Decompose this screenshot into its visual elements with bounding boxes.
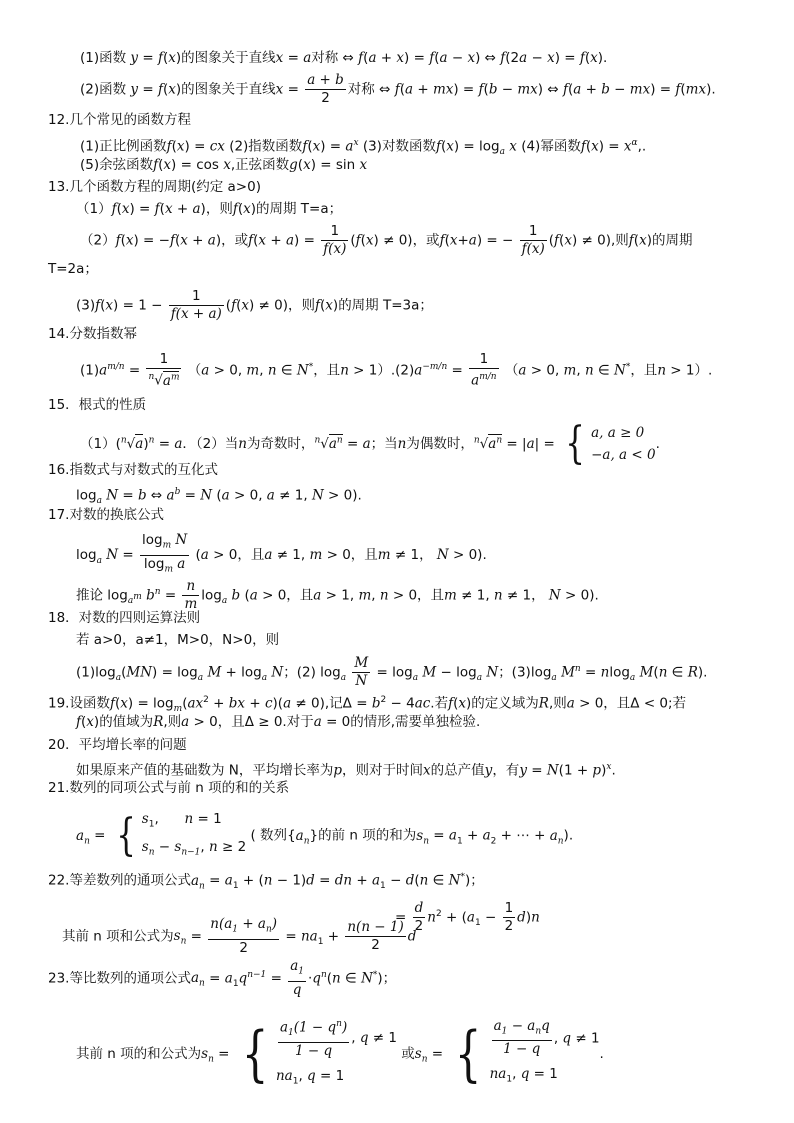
section-14-line: $(1)a^{m/n}$ = $\frac{1}{^n√a^m}$ （a > 0, m, n ∈ N*，且$n > 1).(2)a^{-m/n}$ = $\frac{1}{a^{m/n}}$ （a > 0, m, n ∈ N*，且n > 1）. <box>80 351 713 389</box>
section-17-heading: 17.对数的换底公式 <box>48 507 164 523</box>
section-22-sum-right: = $\frac{d}{2}$ $n^2 + (a_1$ − $\frac{1}{2}$ d)n <box>395 900 540 934</box>
section-12-line-1: (1)正比例函数f(x) = cx (2)指数函数$f(x) = a^x$ (3)对数函数$f(x) = \log_a x$ (4)幂函数$f(x) = x^\alpha$,. <box>80 138 647 158</box>
section-19-line-2: f(x)的值域为R,则a > 0，且Δ ≥ 0.对于a = 0的情形,需要单独检验. <box>76 714 481 730</box>
section-12-heading: 12.几个常见的函数方程 <box>48 112 191 128</box>
section-21-heading: 21.数列的同项公式与前 n 项的和的关系 <box>48 780 290 796</box>
section-12-line-2: (5)余弦函数f(x) = cos x,正弦函数g(x) = sin x <box>80 157 368 173</box>
section-23-sum: 其前 n 项的和公式为$s_n$ = { $\frac{a_1(1 - q^n)}{1 - q}$ , q ≠ 1 $na_1$, q = 1 或$s_n$ = { $\frac{a_1 - a_nq}{1 - q}$ , q ≠ 1 $na_1$, q = 1 . <box>76 1017 604 1089</box>
section-14-heading: 14.分数指数幂 <box>48 326 137 342</box>
section-20-heading: 20．平均增长率的问题 <box>48 737 187 753</box>
section-13-line-2: （2）f(x) = −f(x + a)，或f(x + a) = $\frac{1}{f(x)}$ (f(x) ≠ 0)，或f(x+a) = − $\frac{1}{f(x)}$ (f(x) ≠ 0),则f(x)的周期 <box>80 223 693 257</box>
symmetry-line-2: (2)函数 y = f(x)的图象关于直线x = $\frac{a + b}{2}$ 对称 ⇔ f(a + mx) = f(b − mx) ⇔ f(a + b − mx) = f(mx). <box>80 72 716 106</box>
section-21-line: $a_n$ = { $s_1$, n = 1 $s_n - s_{n-1}$, n ≥ 2 ( 数列$\{a_n\}$的前 n 项的和为$s_n = a_1 + a_2$ + ⋯ + $a_n$). <box>76 809 574 861</box>
section-16-line: $\log_a N = b$ ⇔ $a^b = N$ (a > 0, a ≠ 1, N > 0). <box>76 487 362 507</box>
section-20-line: 如果原来产值的基础数为 N，平均增长率为p，则对于时间x的总产值y，有$y = N(1 + p)^x$. <box>76 762 616 779</box>
section-13-heading: 13.几个函数方程的周期(约定 a>0) <box>48 179 261 195</box>
section-23-line-1: 23.等比数列的通项公式$a_n = a_1q^{n-1}$ = $\frac{a_1}{q}$ $\cdot q^n(n$ ∈ N*)； <box>48 958 397 998</box>
section-13-line-2-cont: T=2a； <box>48 261 98 277</box>
section-15-line: $(1)(^n√a)^n = a$．（2）当n为奇数时，$^n√a^n = a$；当n为偶数时，$^n√a^n = |a|$ = { a, a ≥ 0 −a, a < 0 . <box>80 418 660 469</box>
section-16-heading: 16.指数式与对数式的互化式 <box>48 462 218 478</box>
section-22-line-1: 22.等差数列的通项公式$a_n = a_1 + (n - 1)d$ = dn + $a_1 - d(n$ ∈ N*)； <box>48 872 484 892</box>
section-17-line-1: $\log_a N$ = $\frac{\log_m N}{\log_m a}$ (a > 0，且a ≠ 1, m > 0，且m ≠ 1， N > 0). <box>76 532 487 575</box>
section-13-line-1: （1）f(x) = f(x + a)，则f(x)的周期 T=a； <box>76 201 343 217</box>
section-22-sum: 其前 n 项和公式为$s_n$ = $\frac{n(a_1 + a_n)}{2}$ = $na_1$ + $\frac{n(n - 1)}{2}$ d <box>62 916 417 956</box>
section-18-condition: 若 a>0，a≠1，M>0，N>0，则 <box>76 632 280 648</box>
section-18-rules: $(1)\log_a(MN) = \log_a M + \log_a N$；(2) $\log_a$ $\frac{M}{N}$ = $\log_a M - \log_a N$；$(3)\log_a$ $M^n = nlog_a$ M(n ∈ R). <box>76 655 708 689</box>
section-19-line-1: 19.设函数$f(x) = \log_m(ax^2$ + bx + c)(a ≠ 0),记$\Delta = b^2 - 4ac$.若f(x)的定义域为R,则a > 0，且Δ < 0;若 <box>48 695 687 715</box>
section-17-line-2: 推论 $\log_{a^m} b^n$ = $\frac{n}{m}$ $\log_a b$ (a > 0，且a > 1, m, n > 0，且m ≠ 1, n ≠ 1， N > 0). <box>76 578 599 612</box>
section-15-heading: 15．根式的性质 <box>48 397 147 413</box>
section-18-heading: 18．对数的四则运算法则 <box>48 610 201 626</box>
section-13-line-3: (3)f(x) = 1 − $\frac{1}{f(x + a)}$ (f(x) ≠ 0)，则f(x)的周期 T=3a； <box>76 288 433 322</box>
symmetry-line-1: (1)函数 y = f(x)的图象关于直线x = a对称 ⇔ f(a + x) = f(a − x) ⇔ f(2a − x) = f(x). <box>80 50 608 66</box>
